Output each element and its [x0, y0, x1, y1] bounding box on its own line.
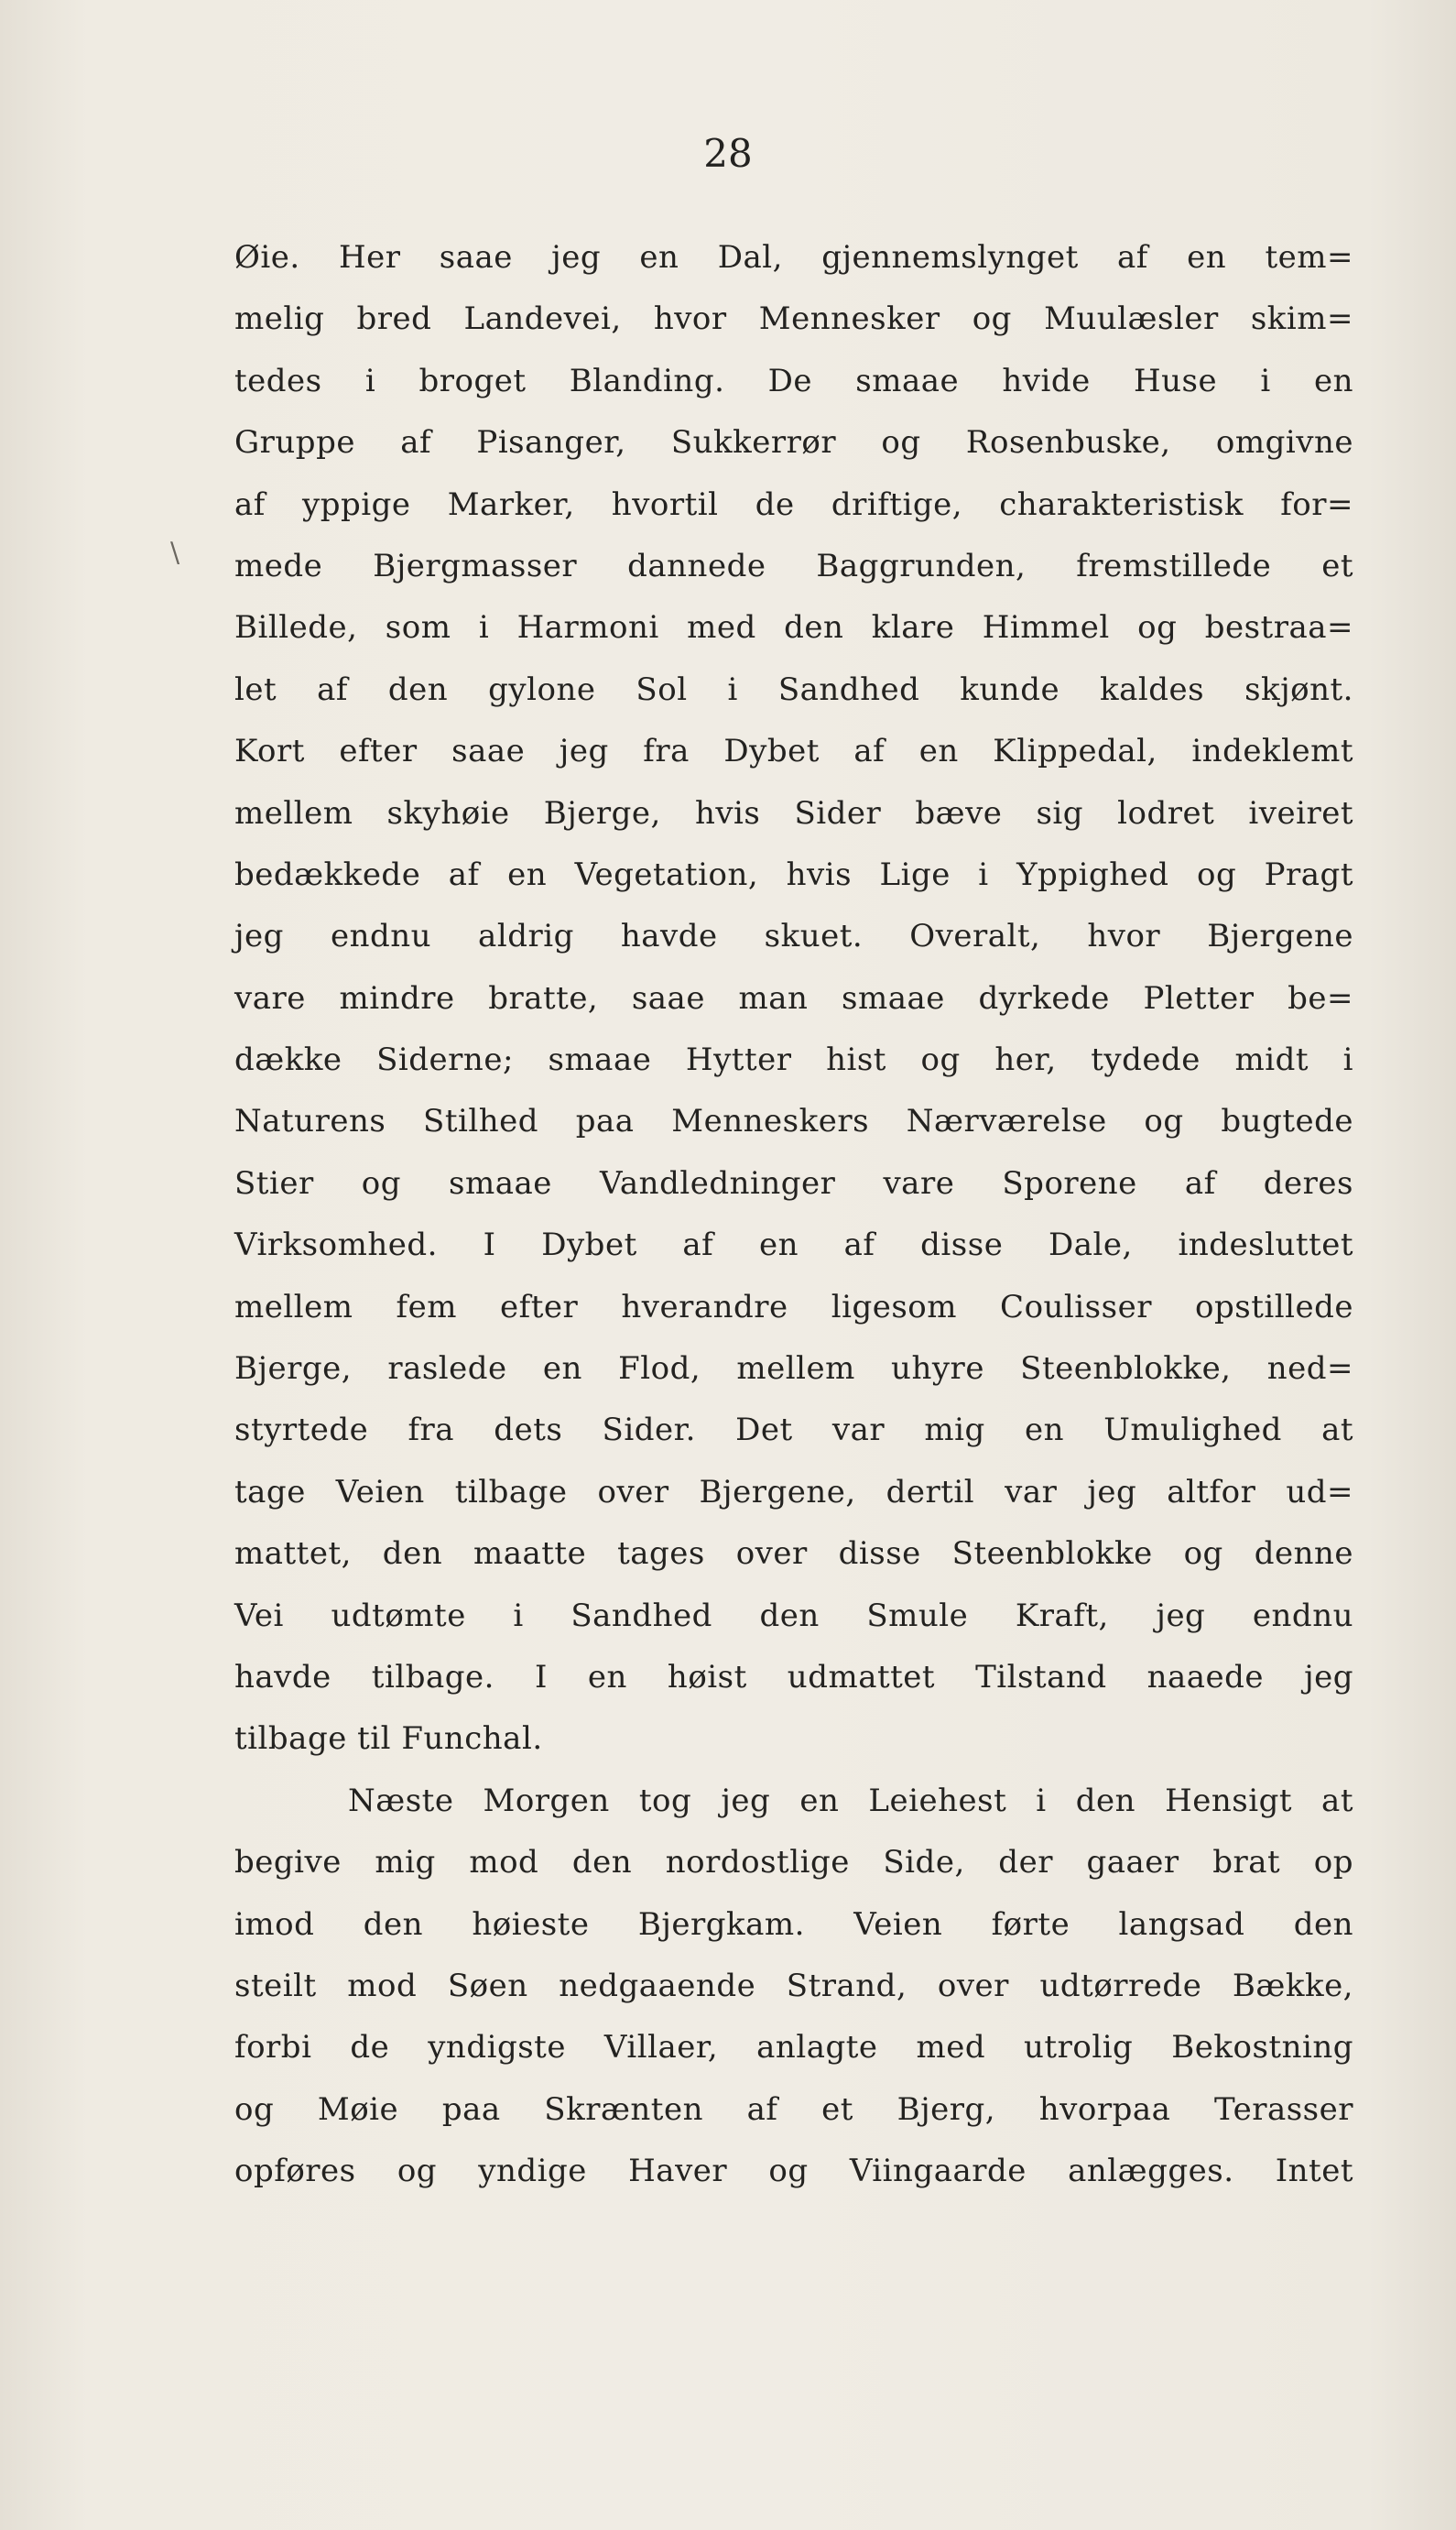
text-line: Virksomhed. I Dybet af en af disse Dale, indesluttet	[234, 1227, 1353, 1264]
text-line: opføres og yndige Haver og Viingaarde anlægges. Intet	[234, 2153, 1353, 2190]
text-line: Bjerge, raslede en Flod, mellem uhyre Steenblokke, ned=	[234, 1350, 1353, 1388]
text-line: mattet, den maatte tages over disse Steenblokke og denne	[234, 1535, 1353, 1573]
text-line: Næste Morgen tog jeg en Leiehest i den Hensigt at	[348, 1782, 1353, 1819]
text-line: bedækkede af en Vegetation, hvis Lige i Yppighed og Pragt	[234, 856, 1353, 893]
text-line: vare mindre bratte, saae man smaae dyrkede Pletter be=	[234, 979, 1353, 1017]
text-line: begive mig mod den nordostlige Side, der gaaer brat op	[234, 1844, 1353, 1881]
text-line: Vei udtømte i Sandhed den Smule Kraft, jeg endnu	[234, 1597, 1353, 1634]
text-line: jeg endnu aldrig havde skuet. Overalt, hvor Bjergene	[234, 918, 1353, 955]
text-line: melig bred Landevei, hvor Mennesker og Muulæsler skim=	[234, 300, 1353, 338]
text-line: Øie. Her saae jeg en Dal, gjennemslynget af en tem=	[234, 239, 1353, 276]
body-text	[234, 227, 1353, 2203]
text-line: Naturens Stilhed paa Menneskers Nærværelse og bugtede	[234, 1103, 1353, 1140]
text-line: Kort efter saae jeg fra Dybet af en Klippedal, indeklemt	[234, 733, 1353, 770]
margin-pencil-mark: \	[170, 537, 180, 569]
text-line: tage Veien tilbage over Bjergene, dertil var jeg altfor ud=	[234, 1473, 1353, 1510]
text-line: mede Bjergmasser dannede Baggrunden, fremstillede et	[234, 547, 1353, 584]
text-line: styrtede fra dets Sider. Det var mig en Umulighed at	[234, 1412, 1353, 1449]
text-line: havde tilbage. I en høist udmattet Tilstand naaede jeg	[234, 1658, 1353, 1696]
text-line: mellem skyhøie Bjerge, hvis Sider bæve sig lodret iveiret	[234, 794, 1353, 832]
text-line: dække Siderne; smaae Hytter hist og her, tydede midt i	[234, 1041, 1353, 1079]
paragraph-2	[234, 1771, 1353, 2203]
text-line: Stier og smaae Vandledninger vare Sporene af deres	[234, 1164, 1353, 1202]
text-line: mellem fem efter hverandre ligesom Coulisser opstillede	[234, 1288, 1353, 1325]
page-number: 28	[703, 131, 753, 176]
text-line: forbi de yndigste Villaer, anlagte med utrolig Bekostning	[234, 2029, 1353, 2067]
text-line: imod den høieste Bjergkam. Veien førte langsad den	[234, 1905, 1353, 1943]
text-line: tilbage til Funchal.	[234, 1720, 543, 1758]
text-line: tedes i broget Blanding. De smaae hvide Huse i en	[234, 362, 1353, 399]
text-line: af yppige Marker, hvortil de driftige, charakteristisk for=	[234, 485, 1353, 523]
text-line: Billede, som i Harmoni med den klare Himmel og bestraa=	[234, 609, 1353, 647]
text-line: let af den gylone Sol i Sandhed kunde kaldes skjønt.	[234, 671, 1353, 708]
text-line: og Møie paa Skrænten af et Bjerg, hvorpaa Terasser	[234, 2090, 1353, 2128]
paragraph-1	[234, 227, 1353, 1771]
text-line: Gruppe af Pisanger, Sukkerrør og Rosenbuske, omgivne	[234, 424, 1353, 462]
text-line: steilt mod Søen nedgaaende Strand, over udtørrede Bække,	[234, 1967, 1353, 2004]
